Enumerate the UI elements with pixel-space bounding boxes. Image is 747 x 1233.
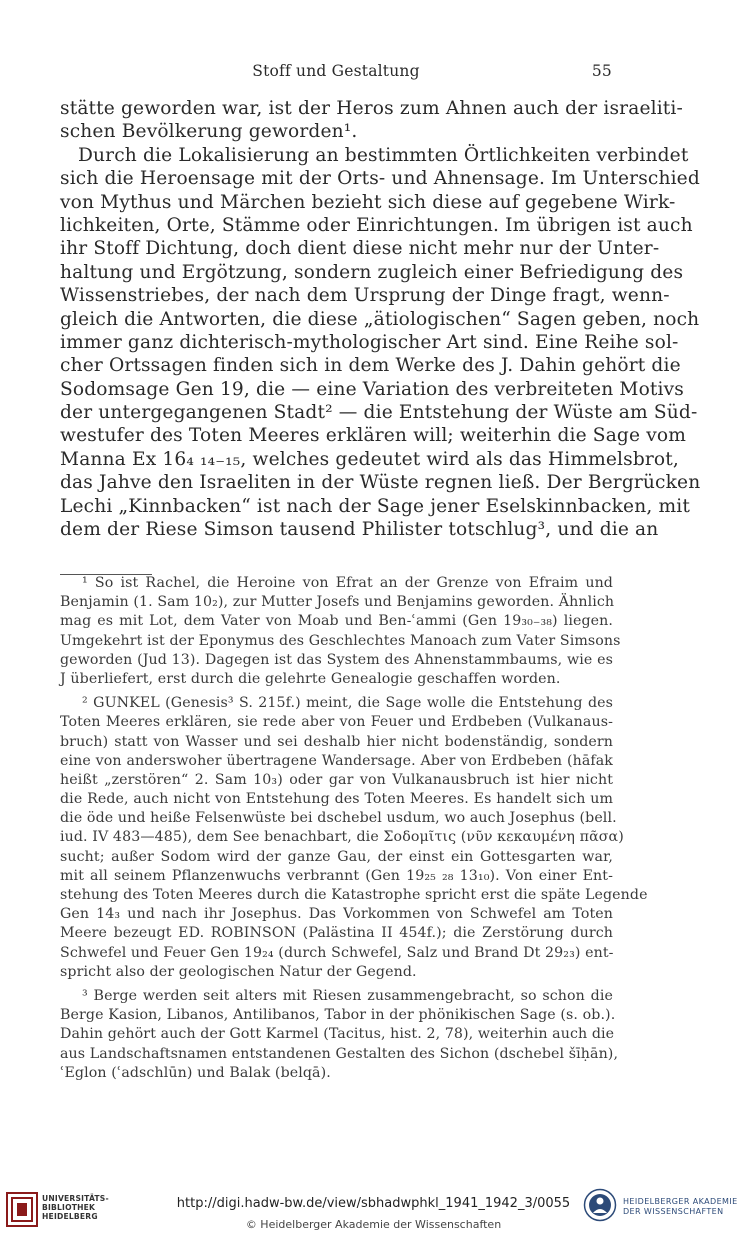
body-line: schen Bevölkerung geworden¹. [60,121,358,143]
footnote-line: J überliefert, erst durch die gelehrte Genealogie geschaffen worden. [60,670,561,687]
body-line: sich die Heroensage mit der Orts- und Ahnensage. Im Unterschied [60,168,700,190]
academy-name: HEIDELBERGER AKADEMIE DER WISSENSCHAFTEN [623,1197,738,1216]
body-line: Wissenstriebes, der nach dem Ursprung der Dinge fragt, wenn- [60,285,670,307]
footnote-line: aus Landschaftsnamen entstandenen Gestalten des Sichon (dschebel šīḥān), [60,1045,619,1062]
page-footer [0,1178,747,1233]
body-line: Lechi „Kinnbacken“ ist nach der Sage jener Eselskinnbacken, mit [60,495,690,517]
footnote-line: sucht; außer Sodom wird der ganze Gau, der einst ein Gottesgarten war, [60,848,613,865]
body-line: ihr Stoff Dichtung, doch dient diese nicht mehr nur der Unter- [60,238,660,260]
footnote-line: eine von anderswoher übertragene Wandersage. Aber von Erdbeben (hāfak [60,752,613,769]
library-name: UNIVERSITÄTS- BIBLIOTHEK HEIDELBERG [42,1194,109,1221]
body-line: immer ganz dichterisch-mythologischer Art sind. Eine Reihe sol- [60,331,679,353]
footnote-line: spricht also der geologischen Natur der Gegend. [60,963,417,980]
footnotes [60,574,648,1083]
body-line: lichkeiten, Orte, Stämme oder Einrichtungen. Im übrigen ist auch [60,214,693,236]
footnote-line: ³ Berge werden seit alters mit Riesen zusammengebracht, so schon die [82,987,613,1004]
footnote-line: bruch) statt von Wasser und sei deshalb hier nicht bodenständig, sondern [60,733,613,750]
footnote-line: mit all seinem Pflanzenwuchs verbrannt (Gen 19₂₅ ₂₈ 13₁₀). Von einer Ent- [60,867,613,884]
footnote-line: Gen 14₃ und nach ihr Josephus. Das Vorkommen von Schwefel am Toten [60,906,613,923]
footnote-line: Meere bezeugt ED. ROBINSON (Palästina II 454f.); die Zerstörung durch [60,925,613,942]
body-line: cher Ortssagen finden sich in dem Werke des J. Dahin gehört die [60,355,681,377]
body-line: Manna Ex 16₄ ₁₄₋₁₅, welches gedeutet wird als das Himmelsbrot, [60,448,679,470]
footnote-line: iud. IV 483—485), dem See benachbart, die Σοδομῖτις (νῦν κεκαυμένη πᾶσα) [60,829,624,846]
footnote-line: ¹ So ist Rachel, die Heroine von Efrat an der Grenze von Efraim und [82,575,613,591]
source-url-link[interactable]: http://digi.hadw-bw.de/view/sbhadwphkl_1941_1942_3/0055 [176,1196,571,1211]
footnote-line: stehung des Toten Meeres durch die Katastrophe spricht erst die späte Legende [60,887,648,903]
body-line: von Mythus und Märchen bezieht sich diese auf gegebene Wirk- [60,191,676,213]
footnote-line: geworden (Jud 13). Dagegen ist das System des Ahnenstammbaums, wie es [60,651,613,668]
footnote-line: ʿEglon (ʿadschlūn) und Balak (belqā). [60,1064,331,1081]
body-line: das Jahve den Israeliten in der Wüste regnen ließ. Der Bergrücken [60,472,701,494]
footnote-line: ² GUNKEL (Genesis³ S. 215f.) meint, die Sage wolle die Entstehung des [82,695,613,712]
footnote-line: Benjamin (1. Sam 10₂), zur Mutter Josefs und Benjamins geworden. Ähnlich [60,594,615,611]
body-line: der untergegangenen Stadt² — die Entstehung der Wüste am Süd- [60,402,698,424]
running-title: Stoff und Gestaltung [252,62,420,80]
body-line: Durch die Lokalisierung an bestimmten Örtlichkeiten verbindet [78,144,689,166]
main-text [60,97,701,541]
footnote-line: die Rede, auch nicht von Entstehung des Toten Meeres. Es handelt sich um [60,791,613,808]
footnote-line: Umgekehrt ist der Eponymus des Geschlechtes Manoach zum Vater Simsons [60,632,621,649]
body-line: haltung und Ergötzung, sondern zugleich einer Befriedigung des [60,261,684,283]
body-line: dem der Riese Simson tausend Philister totschlug³, und die an [60,519,659,541]
academy-seal-icon [583,1188,617,1222]
body-line: westufer des Toten Meeres erklären will; weiterhin die Sage vom [60,425,686,447]
body-line: Sodomsage Gen 19, die — eine Variation des verbreiteten Motivs [60,378,684,400]
footnote-line: Toten Meeres erklären, sie rede aber von Feuer und Erdbeben (Vulkanaus- [60,714,613,731]
footnote-line: mag es mit Lot, dem Vater von Moab und Ben-ʿammi (Gen 19₃₀₋₃₈) liegen. [60,613,613,630]
body-line: gleich die Antworten, die diese „ätiologischen“ Sagen geben, noch [60,308,700,330]
footnote-line: die öde und heiße Felsenwüste bei dschebel usdum, wo auch Josephus (bell. [60,810,617,827]
running-header [60,62,612,84]
page-number: 55 [591,62,612,80]
footnote-line: Berge Kasion, Libanos, Antilibanos, Tabor in der phönikischen Sage (s. ob.). [60,1007,616,1024]
body-line: stätte geworden war, ist der Heros zum Ahnen auch der israeliti- [60,98,683,119]
copyright-notice: © Heidelberger Akademie der Wissenschaften [245,1218,502,1231]
footnote-line: Schwefel und Feuer Gen 19₂₄ (durch Schwefel, Salz und Brand Dt 29₂₃) ent- [60,944,614,961]
footnote-line: heißt „zerstören“ 2. Sam 10₃) oder gar von Vulkanausbruch ist hier nicht [60,771,613,788]
footnote-line: Dahin gehört auch der Gott Karmel (Tacitus, hist. 2, 78), weiterhin auch die [60,1026,615,1043]
